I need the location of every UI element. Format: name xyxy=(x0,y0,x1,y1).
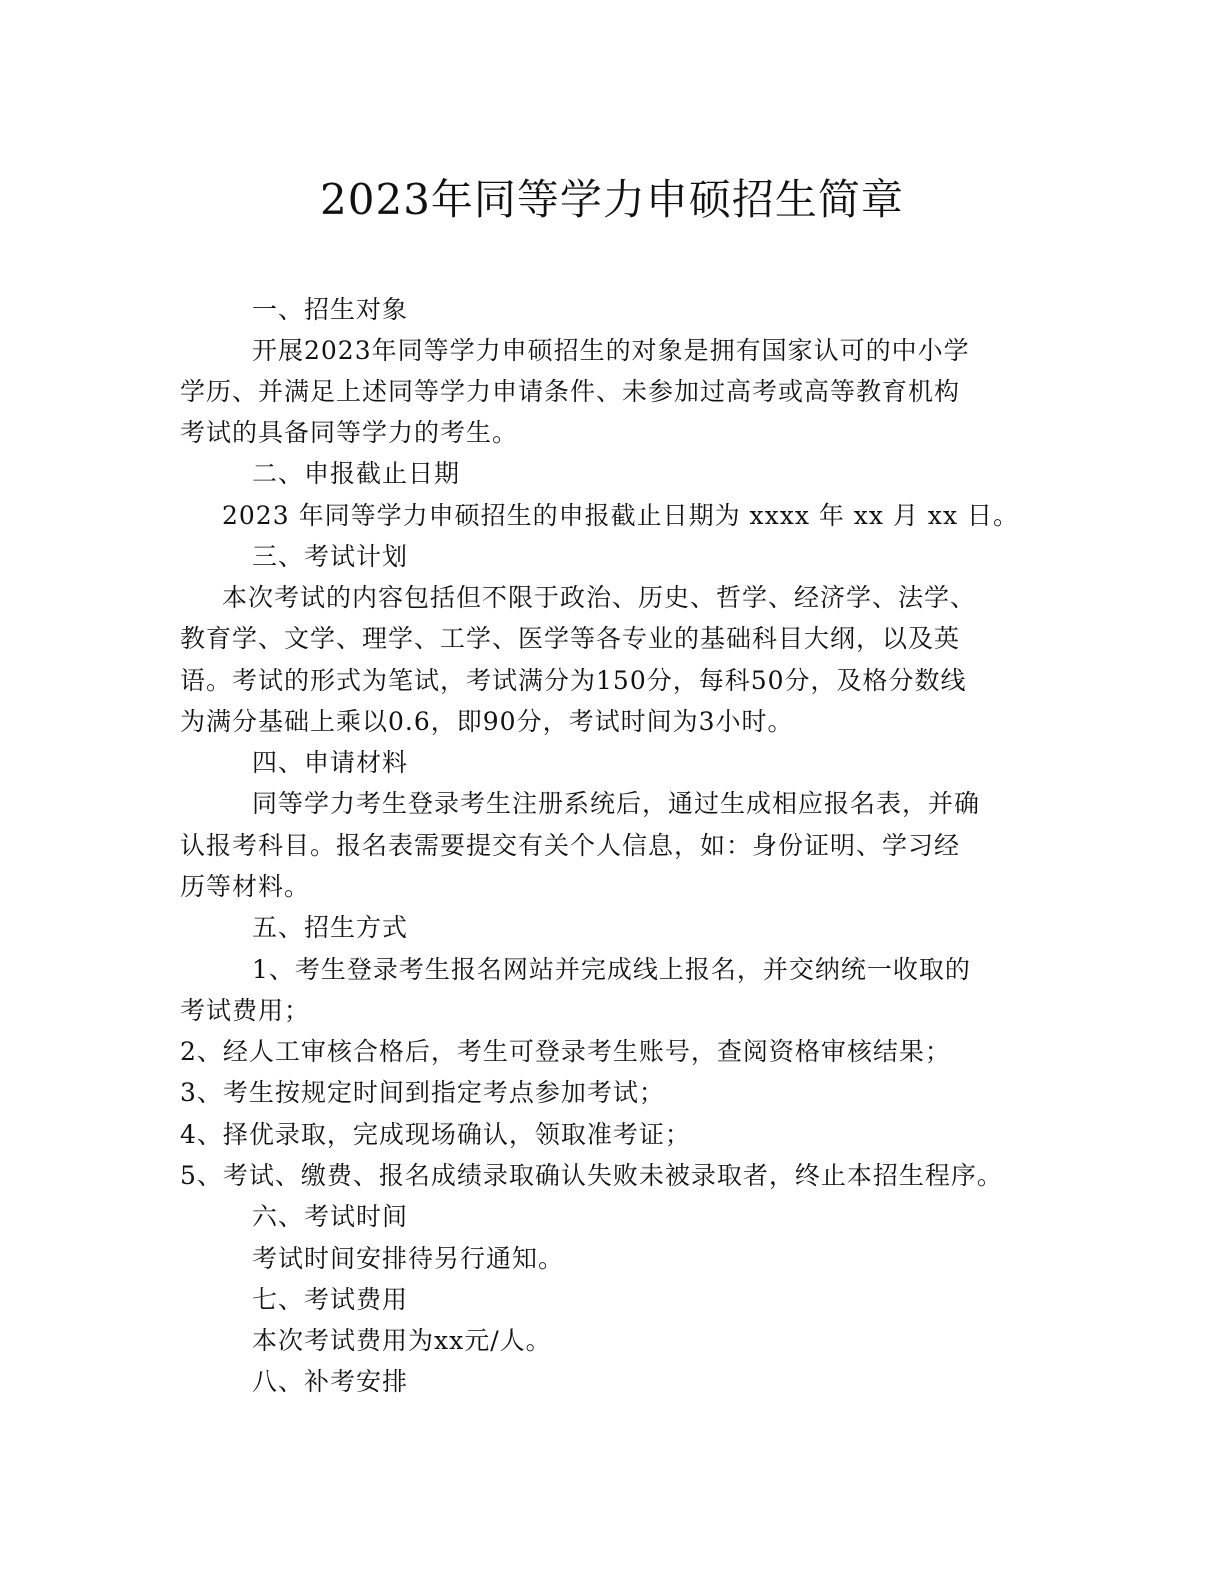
paragraph-line: 教育学、文学、理学、工学、医学等各专业的基础科目大纲，以及英 xyxy=(180,624,961,653)
section-heading-3: 三、考试计划 xyxy=(252,542,409,571)
paragraph-line: 考试时间安排待另行通知。 xyxy=(252,1244,565,1273)
document-title: 2023年同等学力申硕招生简章 xyxy=(320,175,904,224)
paragraph-line: 开展2023年同等学力申硕招生的对象是拥有国家认可的中小学 xyxy=(252,336,970,365)
paragraph-line: 历等材料。 xyxy=(180,872,311,901)
section-heading-1: 一、招生对象 xyxy=(252,295,409,324)
paragraph-line: 学历、并满足上述同等学力申请条件、未参加过高考或高等教育机构 xyxy=(180,377,961,406)
list-item-line: 4、择优录取，完成现场确认，领取准考证； xyxy=(180,1120,691,1149)
paragraph-line: 同等学力考生登录考生注册系统后，通过生成相应报名表，并确 xyxy=(252,789,981,818)
list-item-line: 考试费用； xyxy=(180,996,311,1025)
section-heading-7: 七、考试费用 xyxy=(252,1285,409,1314)
paragraph-line: 语。考试的形式为笔试，考试满分为150分，每科50分，及格分数线 xyxy=(180,666,967,695)
paragraph-line: 认报考科目。报名表需要提交有关个人信息，如：身份证明、学习经 xyxy=(180,831,961,860)
section-heading-6: 六、考试时间 xyxy=(252,1202,409,1231)
section-heading-2: 二、申报截止日期 xyxy=(252,459,461,488)
paragraph-line: 本次考试的内容包括但不限于政治、历史、哲学、经济学、法学、 xyxy=(222,583,977,612)
list-item-line: 1、考生登录考生报名网站并完成线上报名，并交纳统一收取的 xyxy=(252,955,971,984)
section-heading-4: 四、申请材料 xyxy=(252,748,409,777)
paragraph-line: 为满分基础上乘以0.6，即90分，考试时间为3小时。 xyxy=(180,707,794,736)
paragraph-line: 2023 年同等学力申硕招生的申报截止日期为 xxxx 年 xx 月 xx 日。 xyxy=(222,501,1020,530)
list-item-line: 3、考生按规定时间到指定考点参加考试； xyxy=(180,1078,665,1107)
list-item-line: 5、考试、缴费、报名成绩录取确认失败未被录取者，终止本招生程序。 xyxy=(180,1161,1003,1190)
section-heading-8: 八、补考安排 xyxy=(252,1367,409,1396)
list-item-line: 2、经人工审核合格后，考生可登录考生账号，查阅资格审核结果； xyxy=(180,1037,951,1066)
paragraph-line: 本次考试费用为xx元/人。 xyxy=(252,1326,552,1355)
section-heading-5: 五、招生方式 xyxy=(252,913,409,942)
paragraph-line: 考试的具备同等学力的考生。 xyxy=(180,418,519,447)
